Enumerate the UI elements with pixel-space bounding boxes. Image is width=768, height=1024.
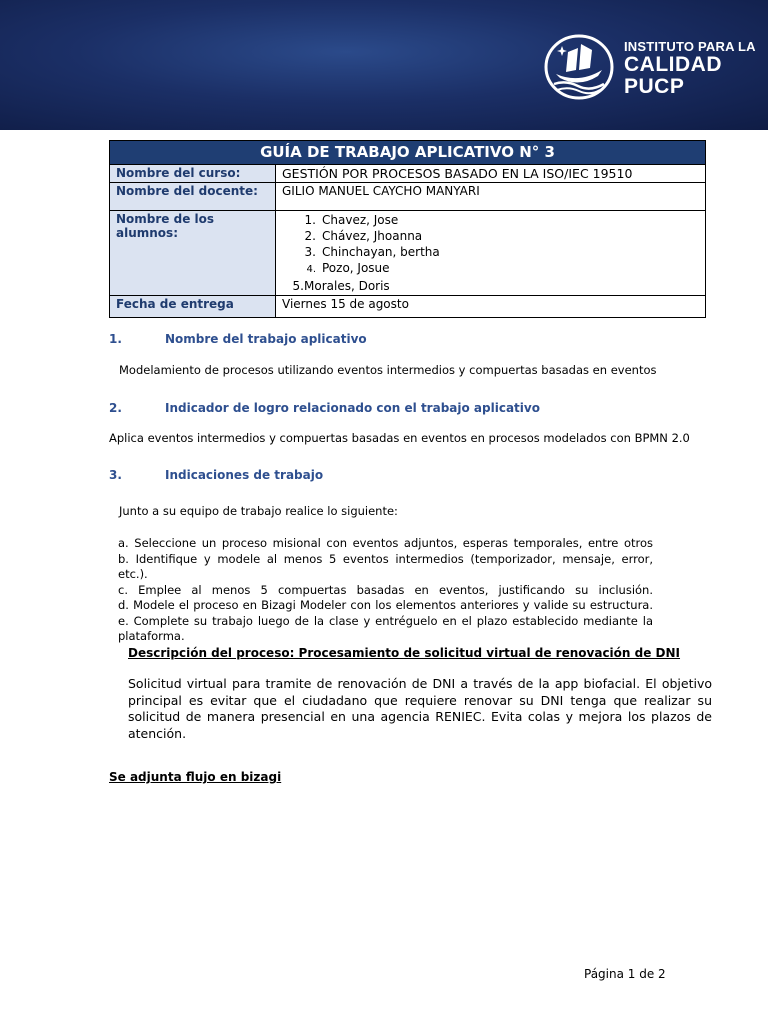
students-label: Nombre de los alumnos: <box>110 211 276 296</box>
section-3-body: Junto a su equipo de trabajo realice lo siguiente: <box>119 504 398 518</box>
process-description-title: Descripción del proceso: Procesamiento de solicitud virtual de renovación de DNI <box>128 646 681 660</box>
list-item: e. Complete su trabajo luego de la clase y entréguelo en el plazo establecido mediante la <box>118 613 653 628</box>
teacher-value: GILIO MANUEL CAYCHO MANYARI <box>276 183 706 211</box>
section-1-heading: 1. Nombre del trabajo aplicativo <box>109 332 367 346</box>
course-label: Nombre del curso: <box>110 165 276 183</box>
list-item: 4. Pozo, Josue <box>306 261 390 275</box>
logo-line-1: INSTITUTO PARA LA <box>624 39 756 54</box>
pucp-ship-logo-icon <box>542 32 617 102</box>
section-2-body: Aplica eventos intermedios y compuertas basadas en eventos en procesos modelados con BPMN 2.0 <box>109 431 690 445</box>
list-item: 2. Chávez, Jhoanna <box>304 229 423 243</box>
section-2-heading: 2. Indicador de logro relacionado con el trabajo aplicativo <box>109 401 540 415</box>
students-list <box>282 212 699 294</box>
course-value: GESTIÓN POR PROCESOS BASADO EN LA ISO/IEC 19510 <box>276 165 706 183</box>
students-cell <box>276 211 706 296</box>
section-1-body: Modelamiento de procesos utilizando eventos intermedios y compuertas basadas en eventos <box>119 363 657 377</box>
page-number: Página 1 de 2 <box>584 967 666 981</box>
logo-line-2: CALIDAD <box>624 53 722 76</box>
date-label: Fecha de entrega <box>110 296 276 318</box>
pucp-logo-text <box>624 40 756 97</box>
date-value: Viernes 15 de agosto <box>276 296 706 318</box>
list-item: 1. Chavez, Jose <box>304 213 399 227</box>
list-item: b. Identifique y modele al menos 5 eventos intermedios (temporizador, mensaje, error, etc.). <box>118 551 653 581</box>
guide-title: GUÍA DE TRABAJO APLICATIVO N° 3 <box>110 141 706 165</box>
list-item: c. Emplee al menos 5 compuertas basadas en eventos, justificando su inclusión. <box>118 582 653 597</box>
list-item: a. Seleccione un proceso misional con eventos adjuntos, esperas temporales, entre otros <box>118 536 653 550</box>
logo-line-3: PUCP <box>624 75 685 98</box>
list-item: 3. Chinchayan, bertha <box>304 245 440 259</box>
header-band <box>0 0 768 130</box>
list-item: d. Modele el proceso en Bizagi Modeler con los elementos anteriores y valide su estructura. <box>118 598 653 612</box>
attachment-note: Se adjunta flujo en bizagi <box>109 770 282 784</box>
list-item: plataforma. <box>118 629 185 643</box>
section-3-heading: 3. Indicaciones de trabajo <box>109 468 324 482</box>
task-list <box>118 536 653 645</box>
process-description-body: Solicitud virtual para tramite de renovación de DNI a través de la app biofacial. El objetivo principal es evitar que el ciudadano que requiere renovar su DNI tenga que realizar su solicitud de manera presencial en una agencia RENIEC. Evita colas y mejora los plazos de atención. <box>128 676 712 741</box>
teacher-label: Nombre del docente: <box>110 183 276 211</box>
info-table <box>109 140 706 318</box>
list-item: 5.Morales, Doris <box>292 279 390 293</box>
